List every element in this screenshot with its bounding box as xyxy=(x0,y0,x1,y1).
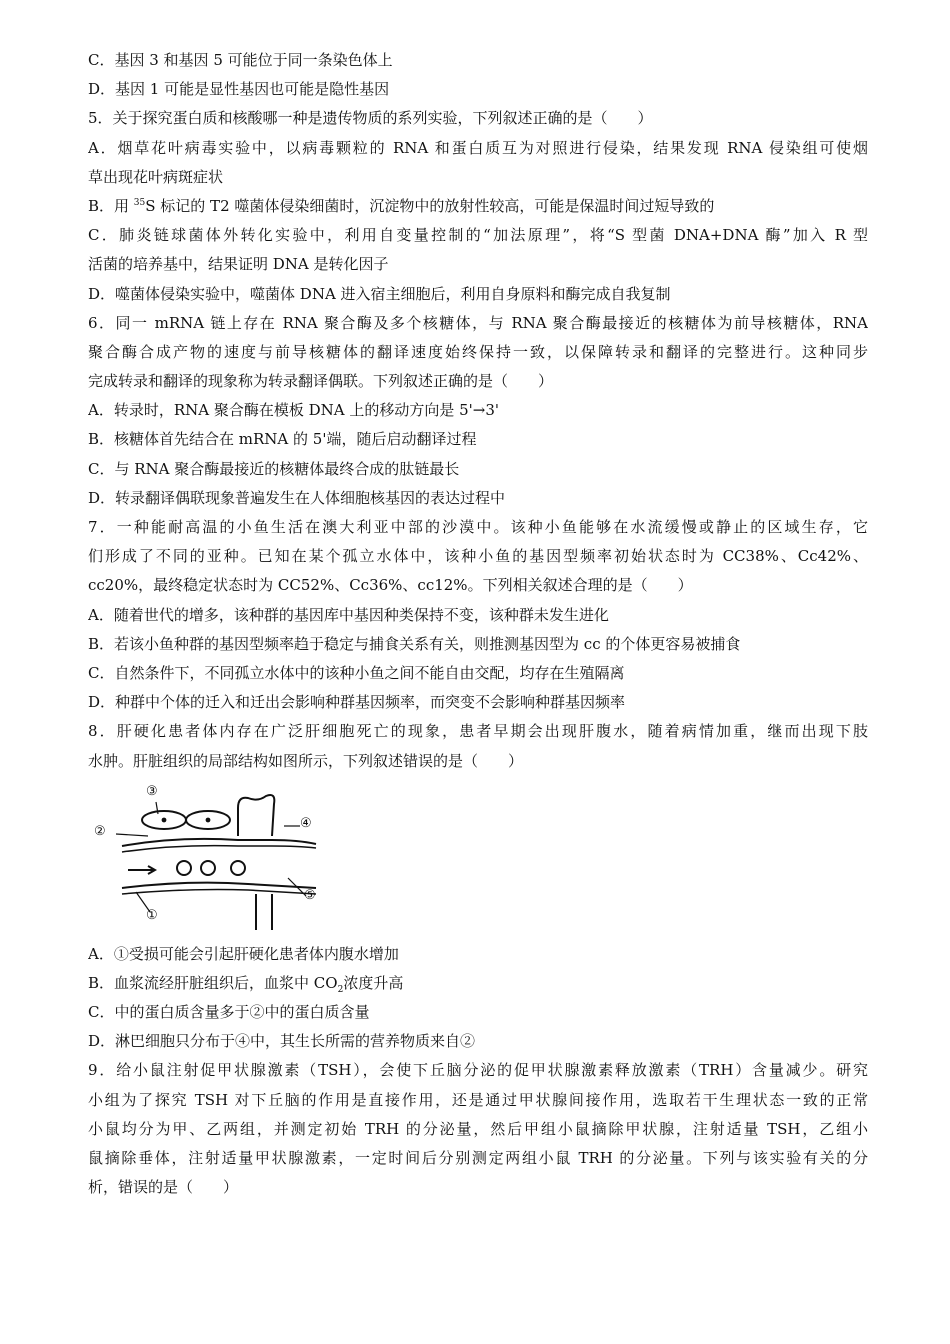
blood-cell-3 xyxy=(231,861,245,875)
blood-cell-1 xyxy=(177,861,191,875)
q7-option-c: C．自然条件下，不同孤立水体中的该种小鱼之间不能自由交配，均存在生殖隔离 xyxy=(88,663,625,682)
lymph-vessel xyxy=(238,795,274,836)
q6-option-c: C．与 RNA 聚合酶最接近的核糖体最终合成的肽链最长 xyxy=(88,459,460,478)
tissue-cell-lower xyxy=(256,894,272,930)
q6-stem-line1: 6．同一 mRNA 链上存在 RNA 聚合酶及多个核糖体，与 RNA 聚合酶最接近的核糖体为前导核糖体，RNA xyxy=(88,313,868,332)
q5-option-b-rest: S 标记的 T2 噬菌体侵染细菌时，沉淀物中的放射性较高，可能是保温时间过短导致的 xyxy=(145,196,715,215)
q8-option-d: D．淋巴细胞只分布于④中，其生长所需的营养物质来自② xyxy=(88,1032,476,1051)
q5-option-b xyxy=(88,192,868,221)
q5-option-a-line1: A．烟草花叶病毒实验中，以病毒颗粒的 RNA 和蛋白质互为对照进行侵染，结果发现 RNA 侵染组可使烟 xyxy=(88,138,868,157)
q6-stem-line2: 聚合酶合成产物的速度与前导核糖体的翻译速度始终保持一致，以保障转录和翻译的完整进行。这种同步 xyxy=(88,342,868,361)
figure-label-3: ③ xyxy=(146,783,158,799)
q5-option-d: D．噬菌体侵染实验中，噬菌体 DNA 进入宿主细胞后，利用自身原料和酶完成自我复制 xyxy=(88,284,671,303)
figure-label-4: ④ xyxy=(300,815,312,831)
q7-option-d: D．种群中个体的迁入和迁出会影响种群基因频率，而突变不会影响种群基因频率 xyxy=(88,693,626,712)
q4-option-c: C．基因 3 和基因 5 可能位于同一条染色体上 xyxy=(88,51,393,69)
q6-option-d: D．转录翻译偶联现象普遍发生在人体细胞核基因的表达过程中 xyxy=(88,488,506,507)
q6-option-b: B．核糖体首先结合在 mRNA 的 5'端，随后启动翻译过程 xyxy=(88,430,477,449)
figure-label-1: ① xyxy=(146,907,158,923)
exam-page xyxy=(88,46,868,1202)
q9-stem-line3: 小鼠均分为甲、乙两组，并测定初始 TRH 的分泌量，然后甲组小鼠摘除甲状腺，注射适量 TSH，乙组小 xyxy=(88,1119,868,1138)
leader-2 xyxy=(116,834,148,836)
q8-option-a: A．①受损可能会引起肝硬化患者体内腹水增加 xyxy=(88,944,399,963)
q6-option-a: A．转录时，RNA 聚合酶在模板 DNA 上的移动方向是 5'→3' xyxy=(88,401,500,420)
q8-option-c: C．中的蛋白质含量多于②中的蛋白质含量 xyxy=(88,1003,370,1022)
q7-stem-line2: 们形成了不同的亚种。已知在某个孤立水体中，该种小鱼的基因型频率初始状态时为 CC38%、Cc42%、 xyxy=(88,547,868,566)
nucleus-1 xyxy=(162,817,167,822)
flow-arrow xyxy=(128,866,155,874)
q9-stem-line1: 9．给小鼠注射促甲状腺激素（TSH），会使下丘脑分泌的促甲状腺激素释放激素（TRH）含量减少。研究 xyxy=(88,1061,868,1080)
q9-stem-line5: 析，错误的是（ ） xyxy=(88,1178,239,1197)
q5-option-b-prefix: B．用 xyxy=(88,196,134,215)
co2-subscript: 2 xyxy=(337,984,344,995)
capillary-lower-wall-inner xyxy=(122,889,316,894)
q5-option-a-line2: 草出现花叶病斑症状 xyxy=(88,167,224,186)
q8-option-b-prefix: B．血浆流经肝脏组织后，血浆中 CO xyxy=(88,973,338,992)
q9-stem-line2: 小组为了探究 TSH 对下丘脑的作用是直接作用，还是通过甲状腺间接作用，选取若干生理状态一致的正常 xyxy=(88,1090,868,1109)
q9-stem-line4: 鼠摘除垂体，注射适量甲状腺激素，一定时间后分别测定两组小鼠 TRH 的分泌量。下列与该实验有关的分 xyxy=(88,1149,868,1167)
q8-stem-line2: 水肿。肝脏组织的局部结构如图所示，下列叙述错误的是（ ） xyxy=(88,751,524,770)
q7-stem-line3: cc20%，最终稳定状态时为 CC52%、Cc36%、cc12%。下列相关叙述合理的是（ ） xyxy=(88,576,693,595)
q8-stem-line1: 8．肝硬化患者体内存在广泛肝细胞死亡的现象，患者早期会出现肝腹水，随着病情加重，继而出现下肢 xyxy=(88,722,868,741)
isotope-mass-number: 35 xyxy=(133,197,146,208)
capillary-upper-wall-inner xyxy=(122,845,316,851)
liver-tissue-figure xyxy=(88,784,328,934)
capillary-lower-wall xyxy=(122,882,316,887)
q7-option-a: A．随着世代的增多，该种群的基因库中基因种类保持不变，该种群未发生进化 xyxy=(88,605,609,624)
q5-option-c-line1: C．肺炎链球菌体外转化实验中，利用自变量控制的“加法原理”，将“S 型菌 DNA+DNA 酶”加入 R 型 xyxy=(88,226,868,245)
q4-option-d: D．基因 1 可能是显性基因也可能是隐性基因 xyxy=(88,80,390,99)
q7-stem-line1: 7．一种能耐高温的小鱼生活在澳大利亚中部的沙漠中。该种小鱼能够在水流缓慢或静止的区域生存，它 xyxy=(88,518,868,536)
q5-stem: 5．关于探究蛋白质和核酸哪一种是遗传物质的系列实验，下列叙述正确的是（ ） xyxy=(88,109,653,128)
q8-option-b xyxy=(88,969,868,998)
liver-structure-diagram xyxy=(88,784,328,934)
q5-option-c-line2: 活菌的培养基中，结果证明 DNA 是转化因子 xyxy=(88,255,389,274)
blood-cell-2 xyxy=(201,861,215,875)
q6-stem-line3: 完成转录和翻译的现象称为转录翻译偶联。下列叙述正确的是（ ） xyxy=(88,372,554,391)
q8-option-b-rest: 浓度升高 xyxy=(343,973,404,992)
q7-option-b: B．若该小鱼种群的基因型频率趋于稳定与捕食关系有关，则推测基因型为 cc 的个体更容易被捕食 xyxy=(88,634,741,653)
figure-label-2: ② xyxy=(94,823,106,839)
figure-label-5: ⑤ xyxy=(304,887,316,903)
nucleus-2 xyxy=(206,817,211,822)
